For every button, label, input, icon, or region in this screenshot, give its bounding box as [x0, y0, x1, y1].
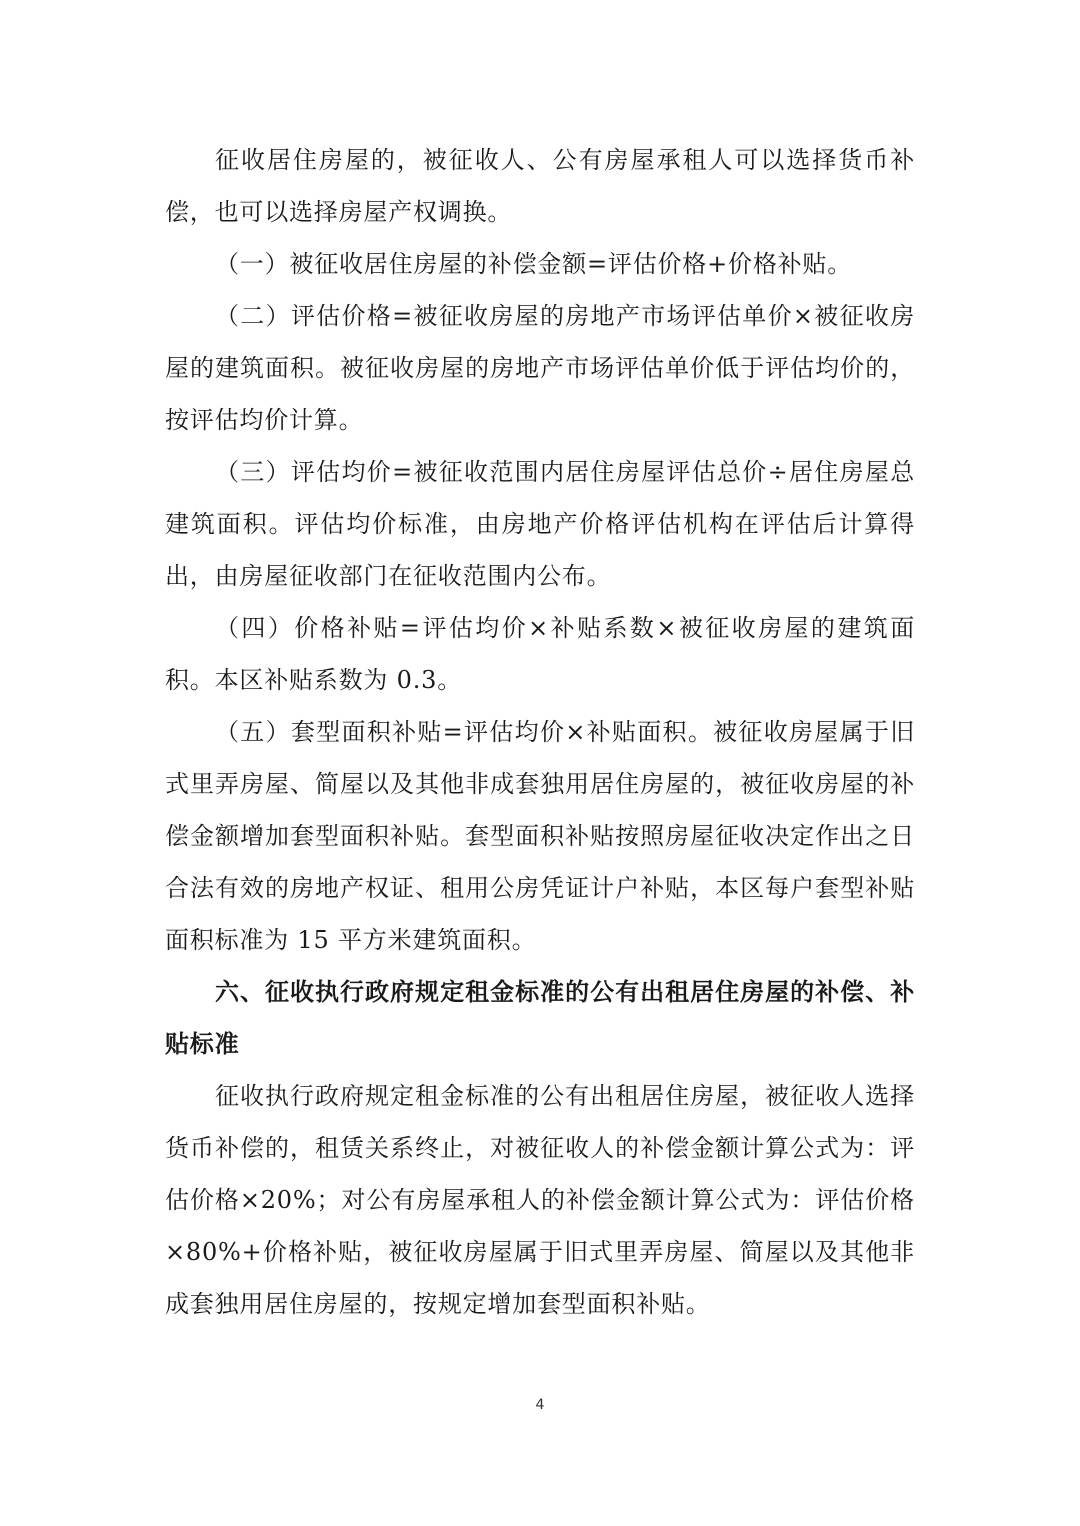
paragraph-item-2: （二）评估价格=被征收房屋的房地产市场评估单价×被征收房屋的建筑面积。被征收房屋的房地产市场评估单价低于评估均价的，按评估均价计算。: [165, 302, 915, 434]
paragraph-item-1: （一）被征收居住房屋的补偿金额=评估价格+价格补贴。: [215, 250, 853, 278]
paragraph-final: 征收执行政府规定租金标准的公有出租居住房屋，被征收人选择货币补偿的，租赁关系终止，对被征收人的补偿金额计算公式为：评估价格×20%；对公有房屋承租人的补偿金额计算公式为：评估价格×80%+价格补贴，被征收房屋属于旧式里弄房屋、简屋以及其他非成套独用居住房屋的，按规定增加套型面积补贴。: [165, 1082, 915, 1318]
paragraph-intro: 征收居住房屋的，被征收人、公有房屋承租人可以选择货币补偿，也可以选择房屋产权调换。: [165, 146, 915, 226]
document-body: [165, 134, 915, 1330]
paragraph-item-5: （五）套型面积补贴=评估均价×补贴面积。被征收房屋属于旧式里弄房屋、简屋以及其他非成套独用居住房屋的，被征收房屋的补偿金额增加套型面积补贴。套型面积补贴按照房屋征收决定作出之日合法有效的房地产权证、租用公房凭证计户补贴，本区每户套型补贴面积标准为 15 平方米建筑面积。: [165, 718, 915, 954]
page-number: 4: [535, 1397, 545, 1413]
section-heading: 六、征收执行政府规定租金标准的公有出租居住房屋的补偿、补贴标准: [165, 978, 915, 1058]
paragraph-item-3: （三）评估均价=被征收范围内居住房屋评估总价÷居住房屋总建筑面积。评估均价标准，由房地产价格评估机构在评估后计算得出，由房屋征收部门在征收范围内公布。: [165, 458, 915, 590]
paragraph-item-4: （四）价格补贴=评估均价×补贴系数×被征收房屋的建筑面积。本区补贴系数为 0.3。: [165, 614, 915, 694]
